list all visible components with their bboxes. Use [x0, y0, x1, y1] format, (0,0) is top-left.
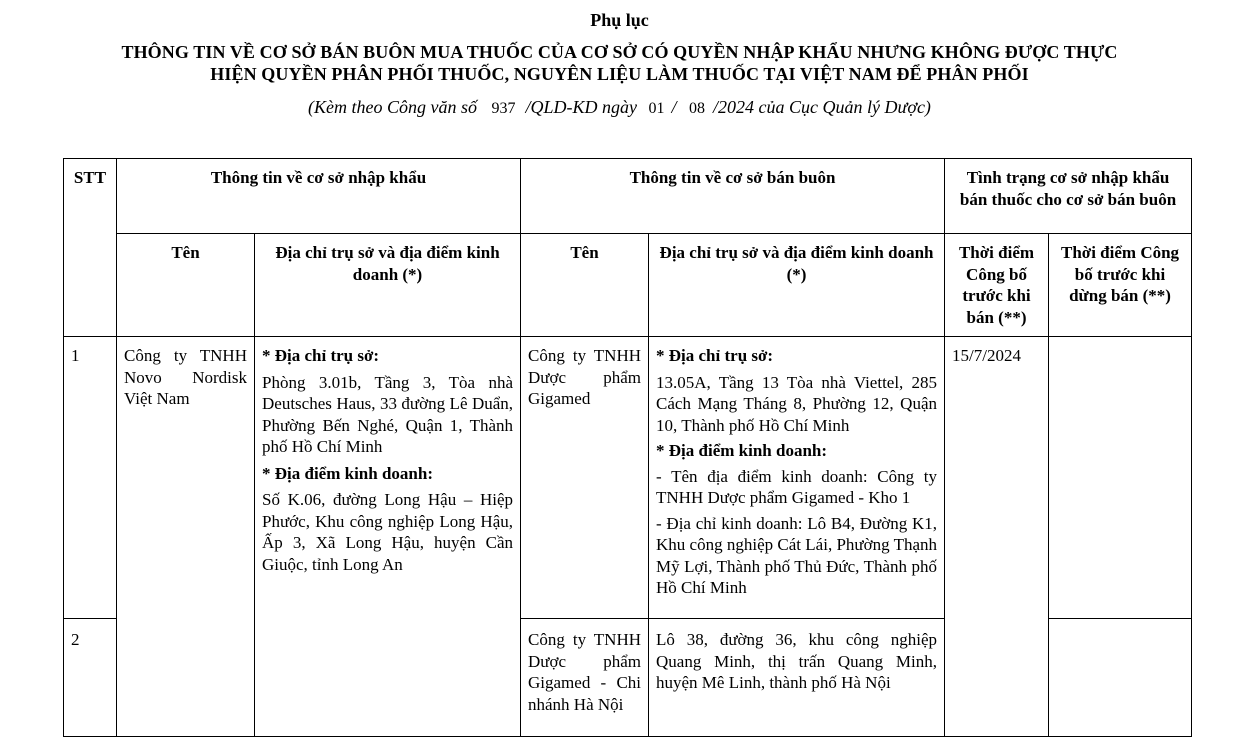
importer-biz-label: * Địa điểm kinh doanh:: [262, 463, 433, 483]
importer-name: Công ty TNHH Novo Nordisk Việt Nam: [117, 337, 255, 737]
wholesaler-name: Công ty TNHH Dược phẩm Gigamed: [521, 337, 649, 619]
header-row-2: [64, 234, 1192, 337]
row-stt: 2: [64, 619, 117, 737]
annex-heading: Phụ lục: [590, 10, 649, 30]
reference-prefix: (Kèm theo Công văn số: [308, 97, 478, 117]
importer-hq-label: * Địa chỉ trụ sở:: [262, 346, 380, 365]
col-header-importer-address: Địa chỉ trụ sở và địa điểm kinh doanh (*): [255, 234, 521, 337]
col-header-importer-name: Tên: [117, 234, 255, 337]
document-day: 01: [648, 100, 665, 117]
header-row-1: [64, 159, 1192, 234]
document-number: 937: [491, 100, 516, 117]
importer-address: [255, 337, 521, 737]
wholesaler-hq: 13.05A, Tầng 13 Tòa nhà Viettel, 285 Cách Mạng Tháng 8, Phường 12, Quận 10, Thành phố Hồ Chí Minh: [656, 372, 938, 435]
wholesaler-hq-label: * Địa chỉ trụ sở:: [656, 346, 774, 365]
document-title-line-1: THÔNG TIN VỀ CƠ SỞ BÁN BUÔN MUA THUỐC CỦA CƠ SỞ CÓ QUYỀN NHẬP KHẨU NHƯNG KHÔNG ĐƯỢC THỰC: [121, 42, 1118, 62]
col-header-wholesaler-name: Tên: [521, 234, 649, 337]
document-month: 08: [689, 100, 706, 117]
reference-middle: /QLD-KD ngày: [525, 97, 638, 117]
col-header-wholesaler: Thông tin về cơ sở bán buôn: [521, 159, 945, 234]
announce-before-stop: [1049, 619, 1192, 737]
col-header-announce-before-sale: Thời điểm Công bố trước khi bán (**): [945, 234, 1049, 337]
wholesaler-name: Công ty TNHH Dược phẩm Gigamed - Chi nhánh Hà Nội: [521, 619, 649, 737]
wholesaler-biz-name: - Tên địa điểm kinh doanh: Công ty TNHH Dược phẩm Gigamed - Kho 1: [656, 466, 938, 507]
table-row: [64, 337, 1192, 619]
col-header-announce-before-stop: Thời điểm Công bố trước khi dừng bán (**): [1049, 234, 1192, 337]
wholesaler-address: Lô 38, đường 36, khu công nghiệp Quang Minh, thị trấn Quang Minh, huyện Mê Linh, thành phố Hà Nội: [649, 619, 945, 737]
col-header-status: Tình trạng cơ sở nhập khẩu bán thuốc cho cơ sở bán buôn: [945, 159, 1192, 234]
importer-biz: Số K.06, đường Long Hậu – Hiệp Phước, Khu công nghiệp Long Hậu, Ấp 3, Xã Long Hậu, huyện Cần Giuộc, tỉnh Long An: [262, 490, 514, 574]
wholesaler-biz-address: - Địa chỉ kinh doanh: Lô B4, Đường K1, Khu công nghiệp Cát Lái, Phường Thạnh Mỹ Lợi, Thành phố Thủ Đức, Thành phố Hồ Chí Minh: [656, 513, 938, 597]
row-stt: 1: [64, 337, 117, 619]
date-slash: /: [671, 97, 677, 117]
distribution-table: [63, 158, 1192, 737]
wholesaler-biz-label: * Địa điểm kinh doanh:: [656, 441, 828, 460]
document-reference: [0, 97, 1239, 118]
document-title-line-2: HIỆN QUYỀN PHÂN PHỐI THUỐC, NGUYÊN LIỆU LÀM THUỐC TẠI VIỆT NAM ĐỂ PHÂN PHỐI: [210, 64, 1029, 84]
col-header-stt: STT: [64, 159, 117, 337]
announce-before-sale: 15/7/2024: [945, 337, 1049, 737]
announce-before-stop: [1049, 337, 1192, 619]
reference-suffix: /2024 của Cục Quản lý Dược): [713, 97, 931, 117]
col-header-wholesaler-address: Địa chỉ trụ sở và địa điểm kinh doanh (*): [649, 234, 945, 337]
wholesaler-address: [649, 337, 945, 619]
importer-hq: Phòng 3.01b, Tầng 3, Tòa nhà Deutsches Haus, 33 đường Lê Duẩn, Phường Bến Nghé, Quận 1, Thành phố Hồ Chí Minh: [262, 372, 514, 456]
col-header-importer: Thông tin về cơ sở nhập khẩu: [117, 159, 521, 234]
